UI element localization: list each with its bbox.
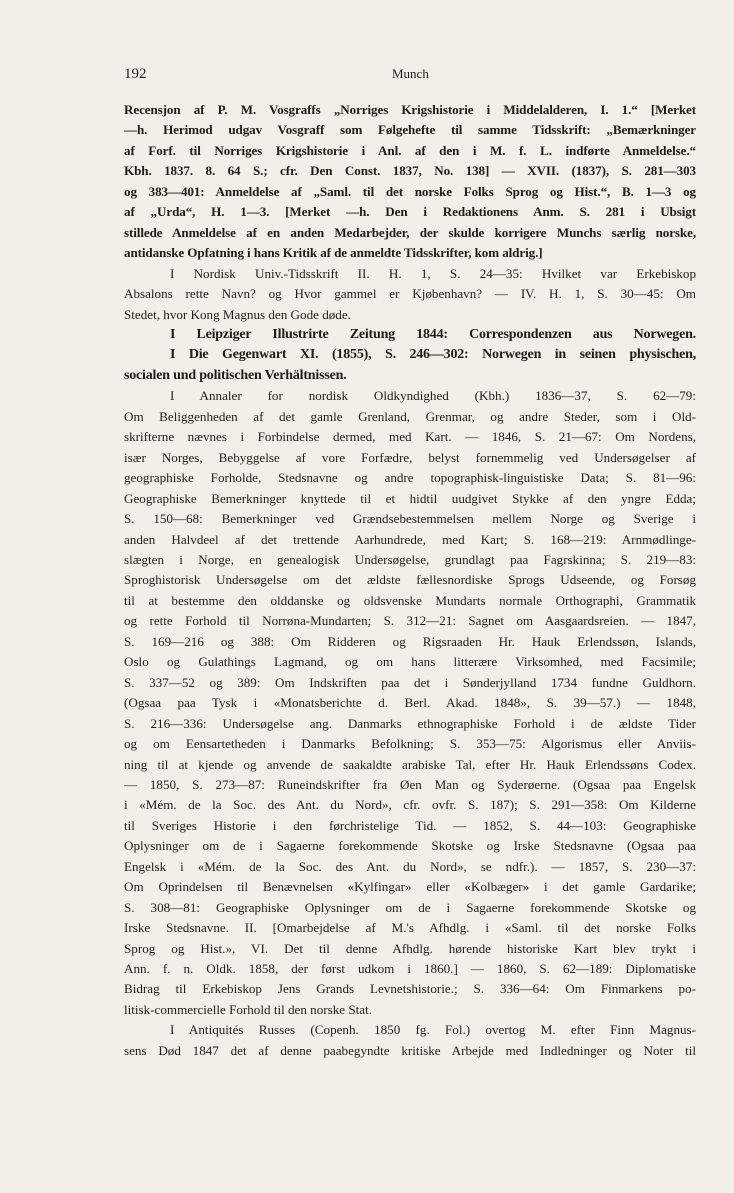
text-line: I Leipziger Illustrirte Zeitung 1844: Correspondenzen aus Norwegen.: [170, 326, 696, 342]
text-line: anden Halvdeel af det trettende Aarhundrede, med Kart; S. 168—219: Arnmødlinge-: [124, 531, 696, 547]
text-line: S. 308—81: Geographiske Oplysninger om de i Sagaerne forekommende Skotske og: [124, 899, 696, 915]
text-line: Geographiske Bemerkninger knyttede til et hidtil uudgivet Stykke af den yngre Edda;: [124, 490, 696, 506]
text-line: stillede Anmeldelse af en anden Medarbejder, der skulde korrigere Munchs særlig norske,: [124, 224, 696, 240]
text-line: antidanske Opfatning i hans Kritik af de anmeldte Tidsskrifter, kom aldrig.]: [124, 245, 543, 261]
page-number: 192: [124, 66, 147, 82]
text-line: af Forf. til Norriges Krigshistorie i Anl. af den i M. f. L. indførte Anmeldelse.“: [124, 142, 696, 158]
text-line: (Ogsaa paa Tysk i «Monatsberichte d. Berl. Akad. 1848», S. 39—57.) — 1848,: [124, 695, 696, 711]
text-line: I Die Gegenwart XI. (1855), S. 246—302: Norwegen in seinen physischen,: [170, 347, 696, 363]
text-line: især Norges, Bebyggelse af vore Forfædre, belyst fornemmelig ved Undersøgelser af: [124, 449, 696, 465]
text-line: S. 169—216 og 388: Om Ridderen og Rigsraaden Hr. Hauk Erlendssøn, Islands,: [124, 633, 696, 649]
text-line: Oplysninger om de i Sagaerne forekommende Skotske og Irske Stedsnavne (Ogsaa paa: [124, 838, 696, 854]
text-line: Om Oprindelsen til Benævnelsen «Kylfingar» eller «Kolbæger» i det gamle Gardarike;: [124, 879, 696, 895]
text-line: — 1850, S. 273—87: Runeindskrifter fra Øen Man og Syderøerne. (Ogsaa paa Engelsk: [124, 776, 696, 792]
text-line: Sproghistorisk Undersøgelse om det ældste fællesnordiske Sprogs Udseende, og Forsøg: [124, 572, 696, 588]
text-line: Recensjon af P. M. Vosgraffs „Norriges Krigshistorie i Middelalderen, I. 1.“ [Merket: [124, 102, 696, 117]
text-line: i «Mém. de la Soc. des Ant. du Nord», cfr. ovfr. S. 187); S. 291—358: Om Kilderne: [124, 797, 696, 813]
text-line: Bidrag til Erkebiskop Jens Grands Levnetshistorie.; S. 336—64: Om Finmarkens po-: [124, 981, 696, 997]
text-line: og om Eensartetheden i Danmarks Befolkning; S. 353—75: Algorismus eller Anviis-: [124, 736, 696, 752]
text-line: socialen und politischen Verhältnissen.: [124, 367, 347, 383]
text-line: ning til at kjende og anvende de saakaldte arabiske Tal, efter Hr. Hauk Erlendssøns Codex.: [124, 756, 696, 772]
text-line: S. 337—52 og 389: Om Indskriften paa det i Sønderjylland 1734 fundne Guldhorn.: [124, 674, 696, 690]
text-line: S. 216—336: Undersøgelse ang. Danmarks ethnographiske Forhold i de ældste Tider: [124, 715, 696, 731]
text-line: slægten i Norge, en genealogisk Undersøgelse, grundlagt paa Fagrskinna; S. 219—83:: [124, 551, 696, 567]
text-line: S. 150—68: Bemerkninger ved Grændsebestemmelsen mellem Norge og Sverige i: [124, 511, 696, 527]
running-head: Munch: [392, 66, 429, 81]
text-line: Om Beliggenheden af det gamle Grenland, Grenmar, og andre Steder, som i Old-: [124, 408, 696, 424]
text-line: geographiske Forholde, Stedsnavne og andre topographisk-linguistiske Data; S. 81—96:: [124, 470, 696, 486]
text-line: I Annaler for nordisk Oldkyndighed (Kbh.) 1836—37, S. 62—79:: [170, 388, 696, 404]
text-line: Kbh. 1837. 8. 64 S.; cfr. Den Const. 1837, No. 138] — XVII. (1837), S. 281—303: [124, 163, 696, 179]
text-line: sens Død 1847 det af denne paabegyndte kritiske Arbejde med Indledninger og Noter til: [124, 1042, 696, 1058]
text-line: —h. Herimod udgav Vosgraff som Følgehefte til samme Tidsskrift: „Bemærkninger: [124, 122, 696, 138]
page-header: [124, 66, 696, 86]
text-line: skrifterne nævnes i Forbindelse dermed, med Kart. — 1846, S. 21—67: Om Nordens,: [124, 429, 696, 445]
text-line: og rette Forhold til Norrøna-Mundarten; S. 312—21: Sagnet om Aasgaardsreien. — 1847,: [124, 613, 696, 629]
text-line: Stedet, hvor Kong Magnus den Gode døde.: [124, 306, 351, 322]
text-line: Absalons rette Navn? og Hvor gammel er Kjøbenhavn? — IV. H. 1, S. 30—45: Om: [124, 286, 696, 302]
text-line: litisk-commercielle Forhold til den norske Stat.: [124, 1001, 373, 1017]
text-line: Oslo og Gulathings Lagmand, og om hans litterære Virksomhed, med Facsimile;: [124, 654, 696, 670]
text-line: til at bestemme den olddanske og oldsvenske Mundarts normale Orthographi, Grammatik: [124, 592, 696, 608]
text-line: af „Urda“, H. 1—3. [Merket —h. Den i Redaktionens Anm. S. 281 i Ubsigt: [124, 204, 696, 220]
text-line: Sprog og Hist.», VI. Det til denne Afhdlg. hørende historiske Kart blev trykt i: [124, 940, 696, 956]
text-line: til Sveriges Historie i den førchristelige Tid. — 1852, S. 44—103: Geographiske: [124, 817, 696, 833]
text-line: Ann. f. n. Oldk. 1858, der først udkom i 1860.] — 1860, S. 62—189: Diplomatiske: [124, 961, 696, 977]
text-line: Irske Stedsnavne. II. [Omarbejdelse af M.'s Afhdlg. i «Saml. til det norske Folks: [124, 920, 696, 936]
body-text: [124, 100, 696, 1061]
text-line: Engelsk i «Mém. de la Soc. des Ant. du Nord», se ndfr.). — 1857, S. 230—37:: [124, 858, 696, 874]
text-line: I Nordisk Univ.-Tidsskrift II. H. 1, S. 24—35: Hvilket var Erkebiskop: [170, 265, 696, 281]
text-line: og 383—401: Anmeldelse af „Saml. til det norske Folks Sprog og Hist.“, B. 1—3 og: [124, 183, 696, 199]
text-line: I Antiquités Russes (Copenh. 1850 fg. Fol.) overtog M. efter Finn Magnus-: [170, 1022, 696, 1038]
